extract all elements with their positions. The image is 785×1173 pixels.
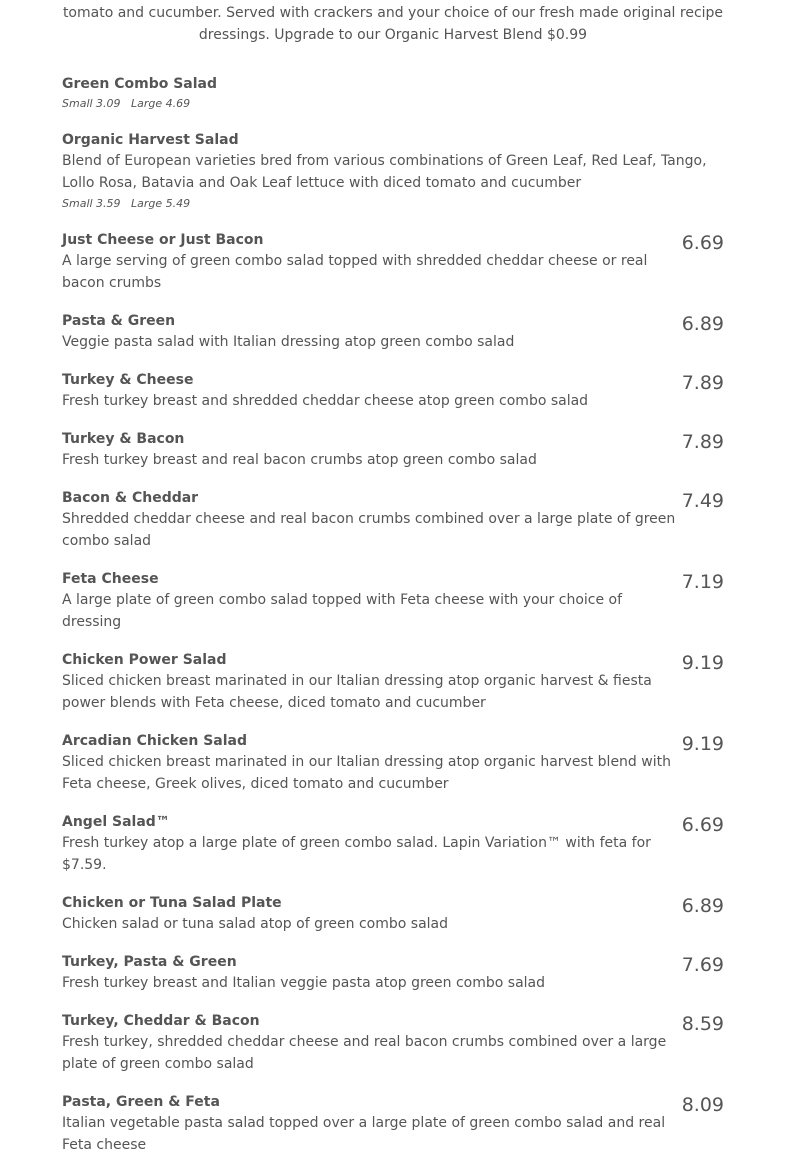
menu-item-name: Pasta, Green & Feta [62,1094,220,1110]
menu-item-angel-salad [62,812,724,876]
menu-item-name: Arcadian Chicken Salad [62,733,248,749]
sized-items-list [62,74,724,214]
menu-item-description: Italian vegetable pasta salad topped over a large plate of green combo salad and real Feta cheese [62,1115,666,1153]
menu-item-arcadian-chicken-salad [62,731,724,795]
menu-item-description: Shredded cheddar cheese and real bacon crumbs combined over a large plate of green combo salad [62,511,676,549]
menu-item-name: Turkey, Pasta & Green [62,954,237,970]
menu-item-price: 7.49 [681,490,724,512]
menu-item-turkey-bacon [62,429,724,471]
menu-item-just-cheese-or-just-bacon [62,230,724,294]
menu-item-name: Angel Salad™ [62,814,170,830]
menu-item-description: Fresh turkey breast and real bacon crumbs atop green combo salad [62,452,537,468]
menu-item-name: Chicken Power Salad [62,652,227,668]
menu-item-name: Organic Harvest Salad [62,132,239,148]
menu-item-name: Turkey & Bacon [62,431,185,447]
menu-item-description: Fresh turkey breast and Italian veggie pasta atop green combo salad [62,975,546,991]
priced-items-list [62,230,724,1156]
menu-item-name: Turkey & Cheese [62,372,194,388]
menu-item-turkey-pasta-green [62,952,724,994]
menu-item-pasta-green [62,311,724,353]
menu-item-pasta-green-feta [62,1092,724,1156]
menu-item-sizes: Small 3.09 Large 4.69 [62,97,191,110]
menu-item-price: 6.69 [681,232,724,254]
menu-item-price: 9.19 [681,733,724,755]
menu-item-description: A large plate of green combo salad topped with Feta cheese with your choice of dressing [62,592,623,630]
menu-item-turkey-cheese [62,370,724,412]
menu-item-description: Sliced chicken breast marinated in our Italian dressing atop organic harvest & fiesta power blends with Feta cheese, diced tomato and cucumber [62,673,652,711]
menu-item-name: Bacon & Cheddar [62,490,199,506]
menu-item-bacon-cheddar [62,488,724,552]
menu-item-chicken-power-salad [62,650,724,714]
menu-item-price: 8.09 [681,1094,724,1116]
menu-item-green-combo-salad [62,74,724,114]
menu-item-description: Fresh turkey, shredded cheddar cheese and real bacon crumbs combined over a large plate of green combo salad [62,1034,667,1072]
menu-item-price: 7.89 [681,372,724,394]
intro-text: tomato and cucumber. Served with crackers and your choice of our fresh made original recipe dressings. Upgrade to our Organic Harvest Blend $0.99 [62,5,724,43]
menu-item-price: 6.89 [681,313,724,335]
menu-item-name: Feta Cheese [62,571,159,587]
menu-item-price: 8.59 [681,1013,724,1035]
menu-item-turkey-cheddar-bacon [62,1011,724,1075]
menu-item-name: Chicken or Tuna Salad Plate [62,895,282,911]
menu-item-description: Chicken salad or tuna salad atop of green combo salad [62,916,449,932]
menu-item-description: Fresh turkey breast and shredded cheddar cheese atop green combo salad [62,393,589,409]
menu-item-description: Sliced chicken breast marinated in our Italian dressing atop organic harvest blend with Feta cheese, Greek olives, diced tomato and cucumber [62,754,671,792]
menu-item-description: A large serving of green combo salad topped with shredded cheddar cheese or real bacon crumbs [62,253,648,291]
menu-item-sizes: Small 3.59 Large 5.49 [62,197,191,210]
menu-item-price: 7.89 [681,431,724,453]
menu-item-organic-harvest-salad [62,130,724,214]
menu-item-price: 7.19 [681,571,724,593]
menu-item-price: 9.19 [681,652,724,674]
menu-item-feta-cheese [62,569,724,633]
menu-item-description: Blend of European varieties bred from various combinations of Green Leaf, Red Leaf, Tango, Lollo Rosa, Batavia and Oak Leaf lettuce with diced tomato and cucumber [62,153,707,191]
menu-item-description: Fresh turkey atop a large plate of green combo salad. Lapin Variation™ with feta for $7.59. [62,835,651,873]
menu-item-price: 7.69 [681,954,724,976]
menu-item-name: Just Cheese or Just Bacon [62,232,264,248]
menu-item-description: Veggie pasta salad with Italian dressing atop green combo salad [62,334,515,350]
menu-item-name: Pasta & Green [62,313,176,329]
menu-item-name: Green Combo Salad [62,76,218,92]
menu-item-price: 6.89 [681,895,724,917]
menu-item-name: Turkey, Cheddar & Bacon [62,1013,260,1029]
salad-menu [62,74,724,1173]
menu-item-price: 6.69 [681,814,724,836]
menu-item-chicken-or-tuna-salad-plate [62,893,724,935]
